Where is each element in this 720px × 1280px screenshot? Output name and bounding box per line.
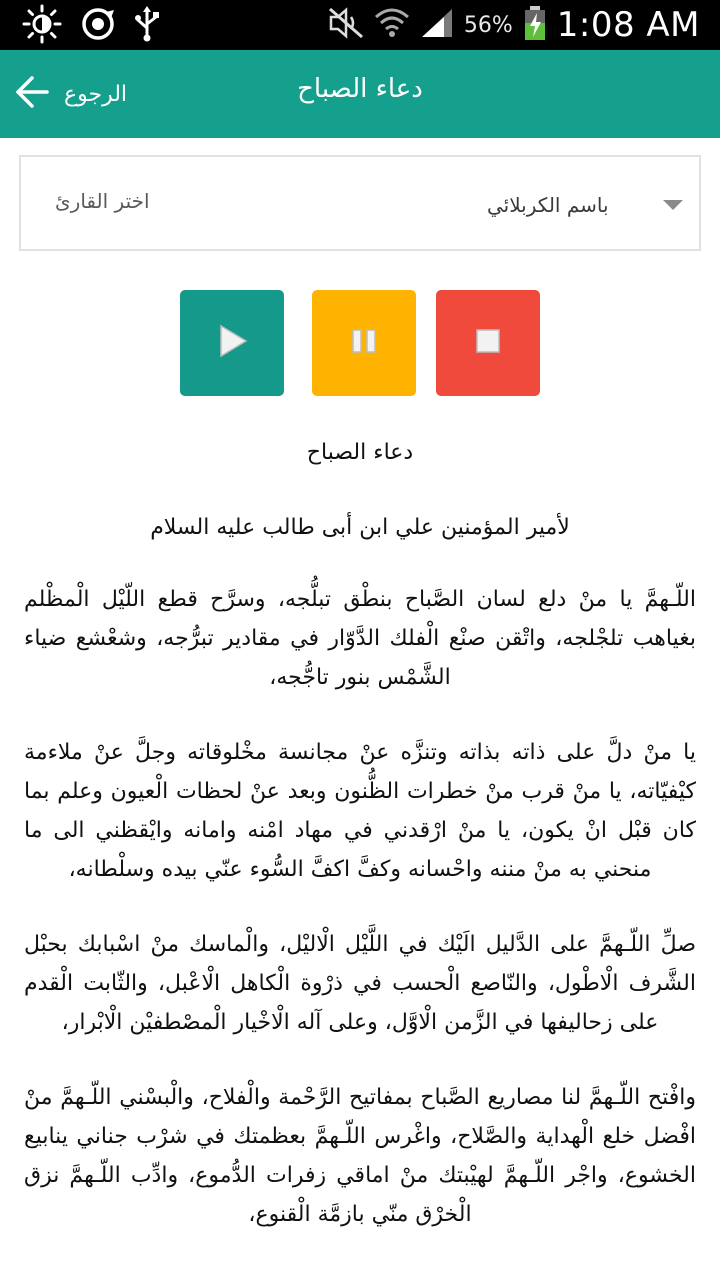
app-bar [0, 50, 720, 138]
prayer-paragraph: اللّـهمَّ يا منْ دلع لسان الصَّباح بنطْق تبلُّجه، وسرَّح قطع اللّيْل الْمظْلم بغياهب تلجْلجه، واتْقن صنْع الْفلك الدَّوّار في مقادير تبرُّجه، وشعْشع ضياء الشَّمْس بنور تاجُّجه، [24, 587, 696, 690]
status-icons-left [22, 6, 160, 46]
usb-icon [134, 6, 160, 46]
prayer-paragraph: صلِّ اللّـهمَّ على الدَّليل الَيْك في اللَّيْل الْاليْل، والْماسك منْ اسْبابك بحبْل الشَّرف الْاطْول، والنّاصع الْحسب في ذرْوة الْكاهل الْاعْبل، والثّابت الْقدم على زحاليفها في الزَّمن الْاوَّل، وعلى آله الْاخْيار الْمصْطفيْن الْابْرار، [24, 932, 696, 1035]
back-label: الرجوع [64, 81, 128, 107]
battery-charging-icon [523, 5, 547, 45]
pause-button[interactable] [312, 290, 416, 396]
back-button[interactable] [14, 68, 154, 120]
reader-dropdown[interactable] [461, 177, 683, 233]
prayer-paragraph: يا منْ دلَّ على ذاته بذاته وتنزَّه عنْ مجانسة مخْلوقاته وجلَّ عنْ ملاءمة كيْفيّاته، يا منْ قرب منْ خطرات الظُّنون وبعد عنْ لحظات الْعيون وعلم بما كان قبْل انْ يكون، يا منْ ارْقدني في مهاد امْنه وامانه وايْقظني الى ما منحني به منْ مننه واحْسانه وكفَّ اكفَّ السُّوء عنّي بيده وسلْطانه، [24, 740, 696, 882]
prayer-paragraph: وافْتح اللّـهمَّ لنا مصاريع الصَّباح بمفاتيح الرَّحْمة والْفلاح، والْبسْني اللّـهمَّ منْ افْضل خلع الْهداية والصَّلاح، واغْرس اللّـهمَّ بعظمتك في شرْب جناني ينابيع الخشوع، واجْر اللّـهمَّ لهيْبتك منْ اماقي زفرات الدُّموع، وادِّب اللّـهمَّ نزق الْخرْق منّي بازمَّة الْقنوع، [24, 1085, 696, 1227]
prayer-content [0, 430, 720, 1234]
brightness-icon [22, 4, 62, 48]
caret-down-icon [663, 200, 683, 210]
stop-icon [474, 327, 502, 359]
prayer-title: دعاء الصباح [306, 440, 414, 465]
sync-icon [80, 6, 116, 46]
reader-label: اختر القارئ [55, 189, 150, 213]
reader-selected-value: باسم الكربلائي [487, 193, 609, 217]
signal-icon [420, 7, 454, 43]
pause-icon [349, 326, 379, 360]
battery-percent: 56% [463, 12, 513, 38]
mute-icon [328, 7, 364, 43]
arrow-left-icon [14, 74, 50, 114]
status-bar [0, 0, 720, 50]
wifi-icon [374, 7, 410, 43]
status-icons-right [328, 0, 700, 50]
reader-selector-card [19, 155, 701, 251]
page-title: دعاء الصباح [297, 74, 423, 104]
prayer-subtitle: لأمير المؤمنين علي ابن أبى طالب عليه السلام [150, 515, 570, 540]
play-icon [215, 323, 249, 363]
clock: 1:08 AM [556, 5, 700, 45]
play-button[interactable] [180, 290, 284, 396]
stop-button[interactable] [436, 290, 540, 396]
